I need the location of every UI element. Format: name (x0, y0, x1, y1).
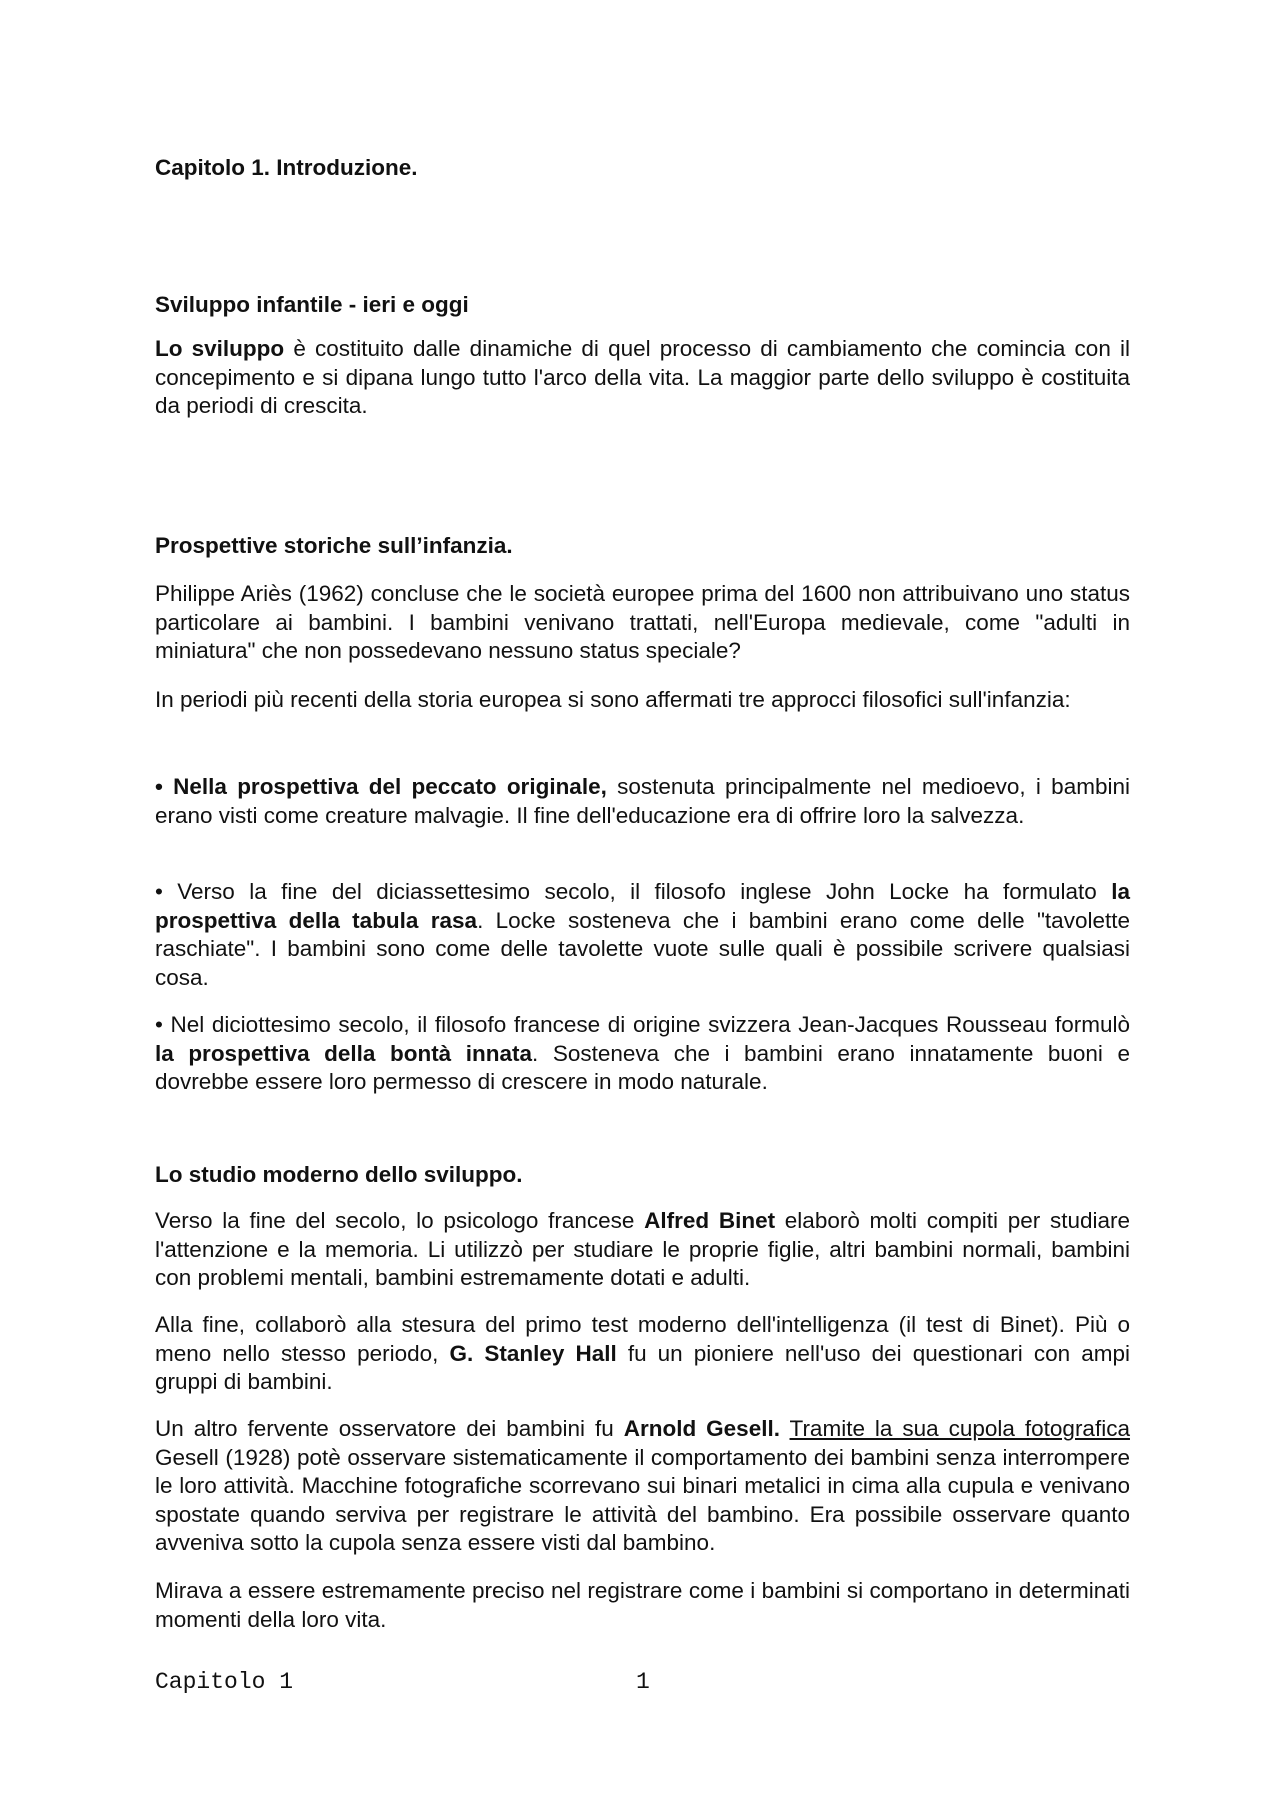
paragraph-aries: Philippe Ariès (1962) concluse che le società europee prima del 1600 non attribuivano uno status particolare ai bambini. I bambini venivano trattati, nell'Europa medievale, come "adulti in miniatura" che non possedevano nessuno status speciale? (155, 581, 1130, 663)
chapter-title: Capitolo 1. Introduzione. (155, 155, 418, 180)
paragraph-text (780, 1416, 790, 1441)
bullet-text: . Sosteneva che i bambini erano innatamente buoni e dovrebbe essere loro permesso di crescere in modo naturale. (155, 1040, 1130, 1094)
paragraph-text: Verso la fine del secolo, lo psicologo francese (155, 1208, 645, 1233)
paragraph-sviluppo (155, 335, 1130, 421)
bullet-text: • Nel diciottesimo secolo, il filosofo francese di origine svizzera Jean-Jacques Rousseau formulò (155, 1012, 1130, 1037)
paragraph-binet (155, 1207, 1130, 1293)
page-number: 1 (636, 1669, 650, 1695)
name-gesell: Arnold Gesell. (623, 1416, 780, 1441)
paragraph-gesell (155, 1415, 1130, 1558)
bullet-bold: la prospettiva della tabula rasa (155, 879, 1130, 933)
name-hall: G. Stanley Hall (449, 1340, 617, 1366)
section-heading-prospettive: Prospettive storiche sull’infanzia. (155, 533, 513, 558)
section-heading-studio-moderno: Lo studio moderno dello sviluppo. (155, 1162, 523, 1187)
paragraph-text: Gesell (1928) potè osservare sistematicamente il comportamento dei bambini senza interrompere le loro attività. Macchine fotografiche scorrevano sui binari metalici in cima alla cupula e venivano spostate quando serviva per registrare le attività del bambino. Era possibile osservare quanto avveniva sotto la cupola senza essere visti dal bambino. (155, 1444, 1130, 1555)
bullet-bold: la prospettiva della bontà innata (155, 1040, 533, 1066)
paragraph-hall (155, 1311, 1130, 1397)
name-binet: Alfred Binet (644, 1208, 776, 1233)
list-item-bonta-innata (155, 1011, 1130, 1097)
bullet-text: • Verso la fine del diciassettesimo secolo, il filosofo inglese John Locke ha formulato (155, 879, 1112, 904)
paragraph-text: fu un pioniere nell'uso dei questionari con ampi gruppi di bambini. (155, 1340, 1130, 1394)
list-item-peccato-originale (155, 773, 1130, 830)
paragraph-text: Un altro fervente osservatore dei bambini fu (155, 1416, 624, 1441)
bullet-text: sostenuta principalmente nel medioevo, i bambini erano visti come creature malvagie. Il fine dell'educazione era di offrire loro la salvezza. (155, 774, 1130, 828)
paragraph-text: è costituito dalle dinamiche di quel processo di cambiamento che comincia con il concepimento e si dipana lungo tutto l'arco della vita. La maggior parte dello sviluppo è costituita da periodi di crescita. (155, 336, 1130, 418)
paragraph-approcci: In periodi più recenti della storia europea si sono affermati tre approcci filosofici sull'infanzia: (155, 687, 1071, 712)
term-sviluppo: Lo sviluppo (155, 336, 285, 361)
paragraph-preciso: Mirava a essere estremamente preciso nel registrare come i bambini si comportano in determinati momenti della loro vita. (155, 1578, 1130, 1632)
paragraph-text: elaborò molti compiti per studiare l'attenzione e la memoria. Li utilizzò per studiare le proprie figlie, altri bambini normali, bambini con problemi mentali, bambini estremamente dotati e adulti. (155, 1208, 1130, 1290)
bullet-bold: • Nella prospettiva del peccato originale, (155, 774, 607, 799)
paragraph-text: Alla fine, collaborò alla stesura del primo test moderno dell'intelligenza (il test di Binet). Più o meno nello stesso periodo, (155, 1312, 1130, 1366)
underlined-text-cupola: Tramite la sua cupola fotografica (789, 1416, 1130, 1441)
section-heading-sviluppo: Sviluppo infantile - ieri e oggi (155, 292, 469, 317)
list-item-tabula-rasa (155, 878, 1130, 992)
footer-label: Capitolo 1 (155, 1669, 294, 1695)
bullet-text: . Locke sosteneva che i bambini erano come delle "tavolette raschiate". I bambini sono come delle tavolette vuote sulle quali è possibile scrivere qualsiasi cosa. (155, 907, 1130, 990)
